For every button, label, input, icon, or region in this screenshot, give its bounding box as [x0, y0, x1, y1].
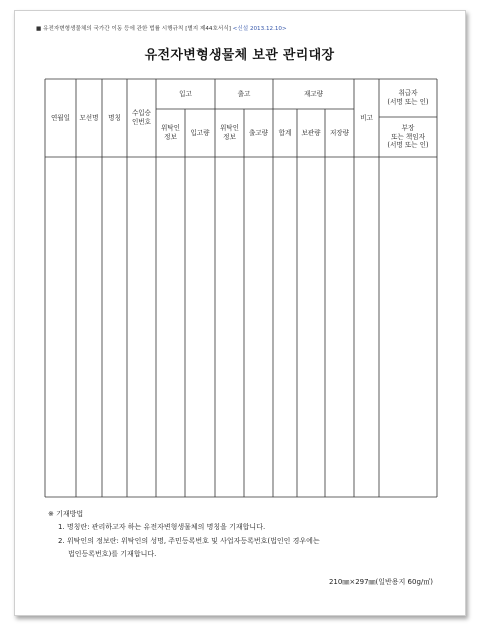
col-import-approval-no — [127, 79, 156, 157]
group-stock: 재고량 — [303, 89, 324, 98]
col-handler-line1: 취급자 — [398, 89, 418, 98]
col-import-approval-line2: 인번호 — [131, 118, 152, 126]
col-release-consignor-line2: 정보 — [223, 133, 236, 141]
col-remarks: 비고 — [360, 113, 373, 122]
col-receipt-consignor — [156, 109, 185, 157]
instruction-item-2-continued: 법인등록번호)를 기재합니다. — [68, 549, 157, 558]
instruction-item-2: 2. 위탁인의 정보란: 위탁인의 성명, 주민등록번호 및 사업자등록번호(법인인 경우에는 — [58, 536, 320, 545]
instructions-heading: ※ 기재방법 — [48, 510, 84, 518]
col-receipt-consignor-line1: 위탁인 — [160, 124, 181, 133]
group-receipt: 입고 — [179, 89, 192, 98]
group-release: 출고 — [237, 89, 251, 98]
col-receipt-qty: 입고량 — [190, 128, 210, 137]
col-stock-stored: 저장량 — [329, 128, 350, 137]
instruction-item-1: 1. 명칭란: 관리하고자 하는 유전자변형생물체의 명칭을 기재합니다. — [58, 523, 266, 532]
col-receipt-consignor-line2: 정보 — [164, 133, 177, 141]
law-reference-text: ■ 유전자변형생물체의 국가간 이동 등에 관한 법률 시행규칙 [별지 제44호서식] — [36, 26, 231, 32]
page-title: 유전자변형생물체 보관 관리대장 — [144, 48, 335, 63]
revision-date: <신설 2013.12.10> — [232, 26, 287, 32]
instructions-section — [48, 508, 320, 561]
col-handler-line2: (서명 또는 인) — [387, 98, 429, 106]
col-manager-line2: 또는 책임자 — [391, 132, 425, 141]
col-organism-name: 모선명 — [79, 113, 99, 122]
col-stock-storage: 보관량 — [301, 128, 321, 137]
paper-spec: 210㎜×297㎜(일반용지 60g/㎡) — [328, 578, 433, 586]
col-release-consignor-line1: 위탁인 — [219, 124, 240, 133]
col-release-consignor — [215, 109, 244, 157]
col-handler — [379, 79, 437, 117]
col-release-qty: 출고량 — [248, 128, 269, 137]
col-manager-line1: 부장 — [401, 123, 415, 132]
col-date: 연월일 — [50, 113, 71, 122]
col-import-approval-line1: 수입승 — [131, 109, 152, 118]
col-name: 명칭 — [108, 113, 121, 122]
col-manager-line3: (서명 또는 인) — [387, 141, 429, 150]
col-stock-total: 합계 — [278, 128, 292, 137]
col-manager — [379, 117, 437, 157]
